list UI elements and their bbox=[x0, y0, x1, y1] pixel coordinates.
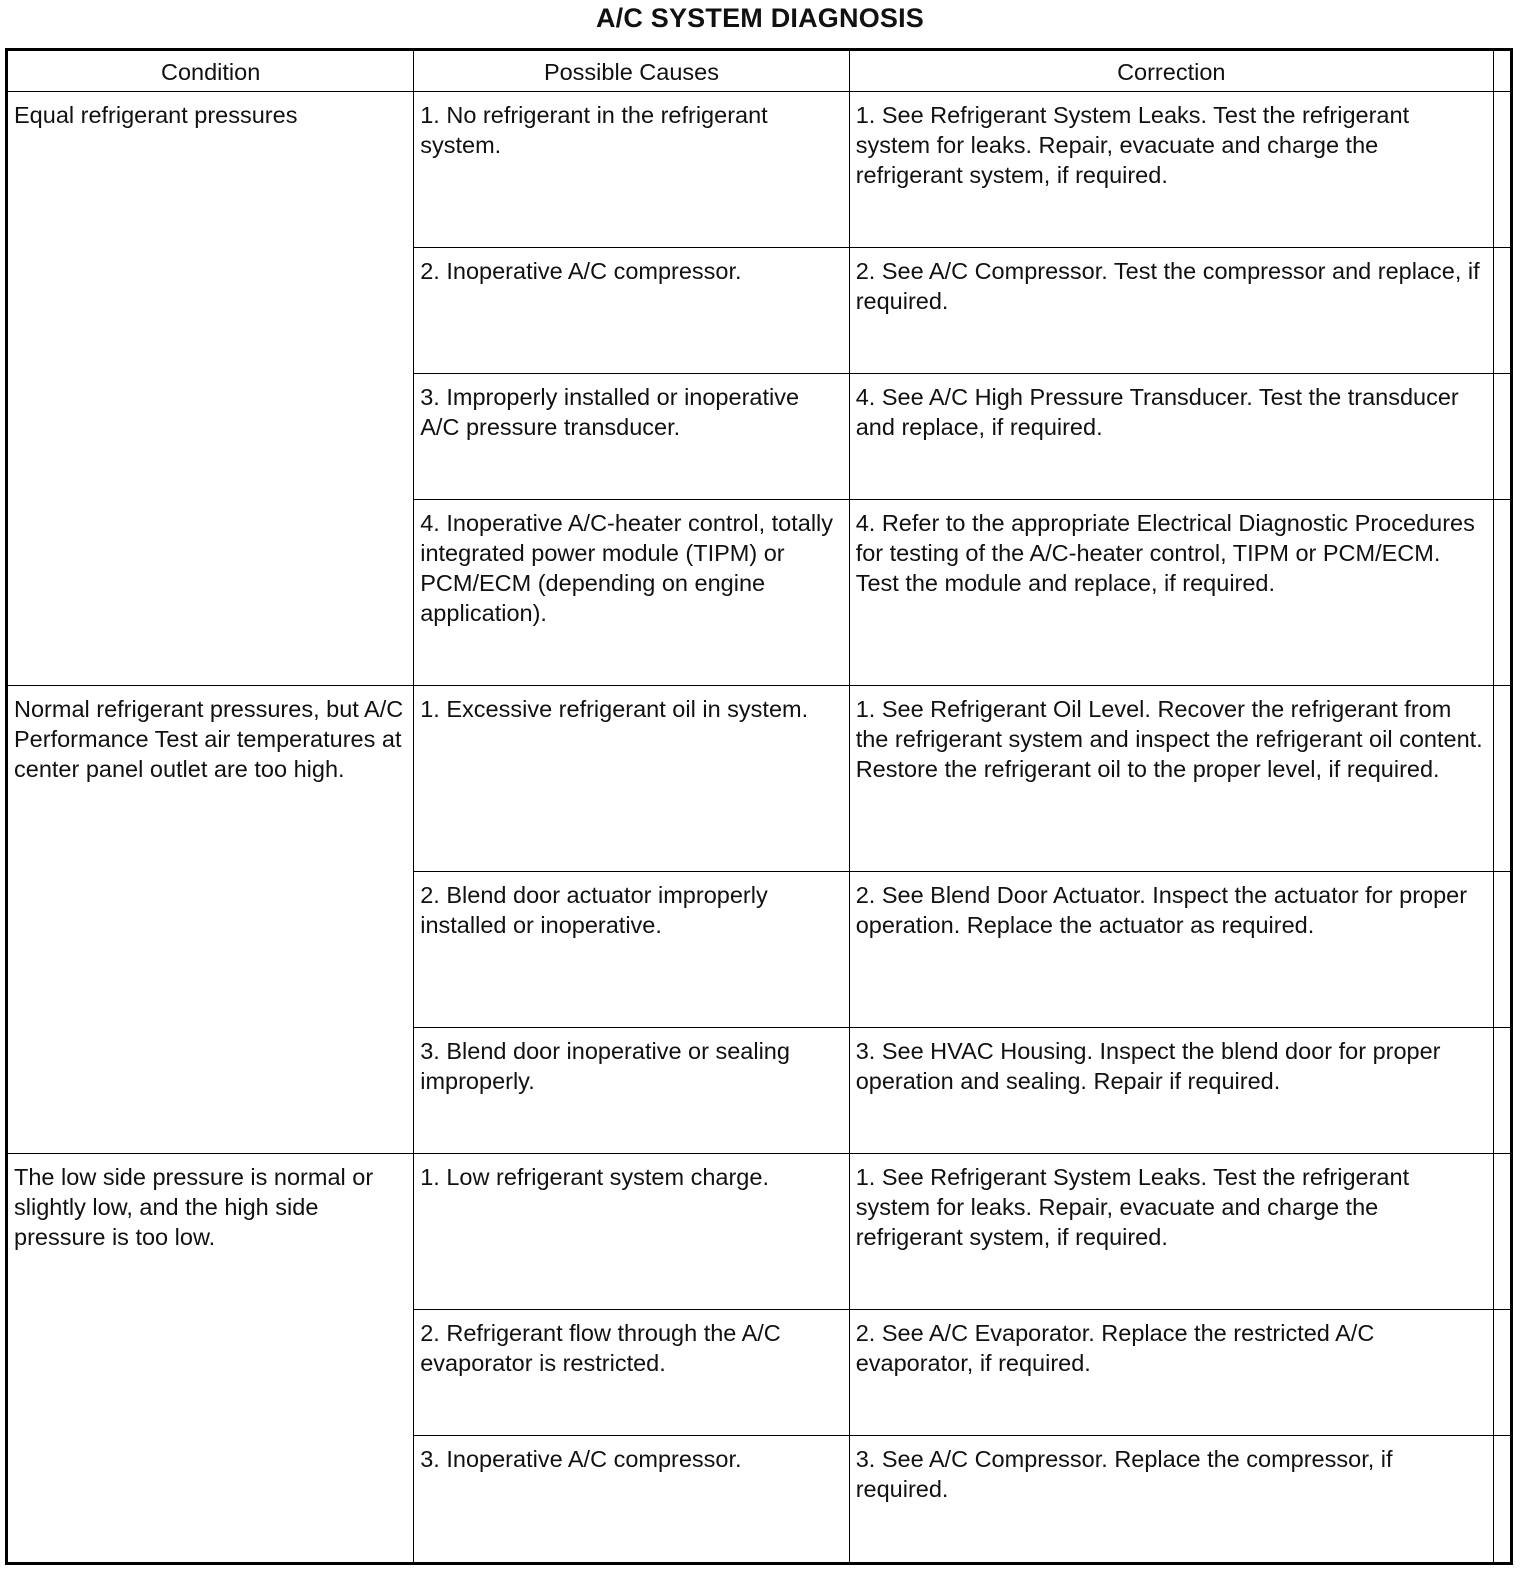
cause-cell: 2. Inoperative A/C compressor. bbox=[414, 248, 849, 374]
cause-cell: 1. No refrigerant in the refrigerant system. bbox=[414, 92, 849, 248]
table-row bbox=[7, 686, 1512, 872]
table-row bbox=[7, 1154, 1512, 1310]
condition-cell: Equal refrigerant pressures bbox=[7, 92, 414, 686]
condition-cell: Normal refrigerant pressures, but A/C Performance Test air temperatures at center panel outlet are too high. bbox=[7, 686, 414, 1154]
header-row bbox=[7, 50, 1512, 92]
condition-cell: The low side pressure is normal or slightly low, and the high side pressure is too low. bbox=[7, 1154, 414, 1564]
correction-cell: 3. See HVAC Housing. Inspect the blend door for proper operation and sealing. Repair if required. bbox=[849, 1028, 1493, 1154]
cause-cell: 1. Excessive refrigerant oil in system. bbox=[414, 686, 849, 872]
correction-cell: 1. See Refrigerant System Leaks. Test the refrigerant system for leaks. Repair, evacuate and charge the refrigerant system, if required. bbox=[849, 92, 1493, 248]
spacer-cell bbox=[1493, 1310, 1511, 1436]
spacer-cell bbox=[1493, 248, 1511, 374]
column-header-possible-causes: Possible Causes bbox=[414, 50, 849, 92]
correction-cell: 4. See A/C High Pressure Transducer. Test the transducer and replace, if required. bbox=[849, 374, 1493, 500]
column-header-condition: Condition bbox=[7, 50, 414, 92]
cause-cell: 4. Inoperative A/C-heater control, totally integrated power module (TIPM) or PCM/ECM (depending on engine application). bbox=[414, 500, 849, 686]
correction-cell: 4. Refer to the appropriate Electrical Diagnostic Procedures for testing of the A/C-heater control, TIPM or PCM/ECM. Test the module and replace, if required. bbox=[849, 500, 1493, 686]
column-header-correction: Correction bbox=[849, 50, 1493, 92]
cause-cell: 3. Blend door inoperative or sealing improperly. bbox=[414, 1028, 849, 1154]
spacer-cell bbox=[1493, 872, 1511, 1028]
spacer-cell bbox=[1493, 686, 1511, 872]
spacer-cell bbox=[1493, 1154, 1511, 1310]
correction-cell: 2. See A/C Evaporator. Replace the restricted A/C evaporator, if required. bbox=[849, 1310, 1493, 1436]
spacer-cell bbox=[1493, 1436, 1511, 1564]
correction-cell: 1. See Refrigerant System Leaks. Test the refrigerant system for leaks. Repair, evacuate and charge the refrigerant system, if required. bbox=[849, 1154, 1493, 1310]
spacer-cell bbox=[1493, 500, 1511, 686]
table-row bbox=[7, 92, 1512, 248]
diagnosis-table bbox=[5, 48, 1513, 1565]
column-spacer bbox=[1493, 50, 1511, 92]
cause-cell: 2. Refrigerant flow through the A/C evaporator is restricted. bbox=[414, 1310, 849, 1436]
page-title: A/C SYSTEM DIAGNOSIS bbox=[595, 3, 925, 33]
cause-cell: 3. Inoperative A/C compressor. bbox=[414, 1436, 849, 1564]
spacer-cell bbox=[1493, 1028, 1511, 1154]
cause-cell: 2. Blend door actuator improperly installed or inoperative. bbox=[414, 872, 849, 1028]
correction-cell: 2. See Blend Door Actuator. Inspect the actuator for proper operation. Replace the actuator as required. bbox=[849, 872, 1493, 1028]
spacer-cell bbox=[1493, 374, 1511, 500]
cause-cell: 3. Improperly installed or inoperative A/C pressure transducer. bbox=[414, 374, 849, 500]
correction-cell: 1. See Refrigerant Oil Level. Recover the refrigerant from the refrigerant system and inspect the refrigerant oil content. Restore the refrigerant oil to the proper level, if required. bbox=[849, 686, 1493, 872]
correction-cell: 3. See A/C Compressor. Replace the compressor, if required. bbox=[849, 1436, 1493, 1564]
cause-cell: 1. Low refrigerant system charge. bbox=[414, 1154, 849, 1310]
spacer-cell bbox=[1493, 92, 1511, 248]
correction-cell: 2. See A/C Compressor. Test the compressor and replace, if required. bbox=[849, 248, 1493, 374]
